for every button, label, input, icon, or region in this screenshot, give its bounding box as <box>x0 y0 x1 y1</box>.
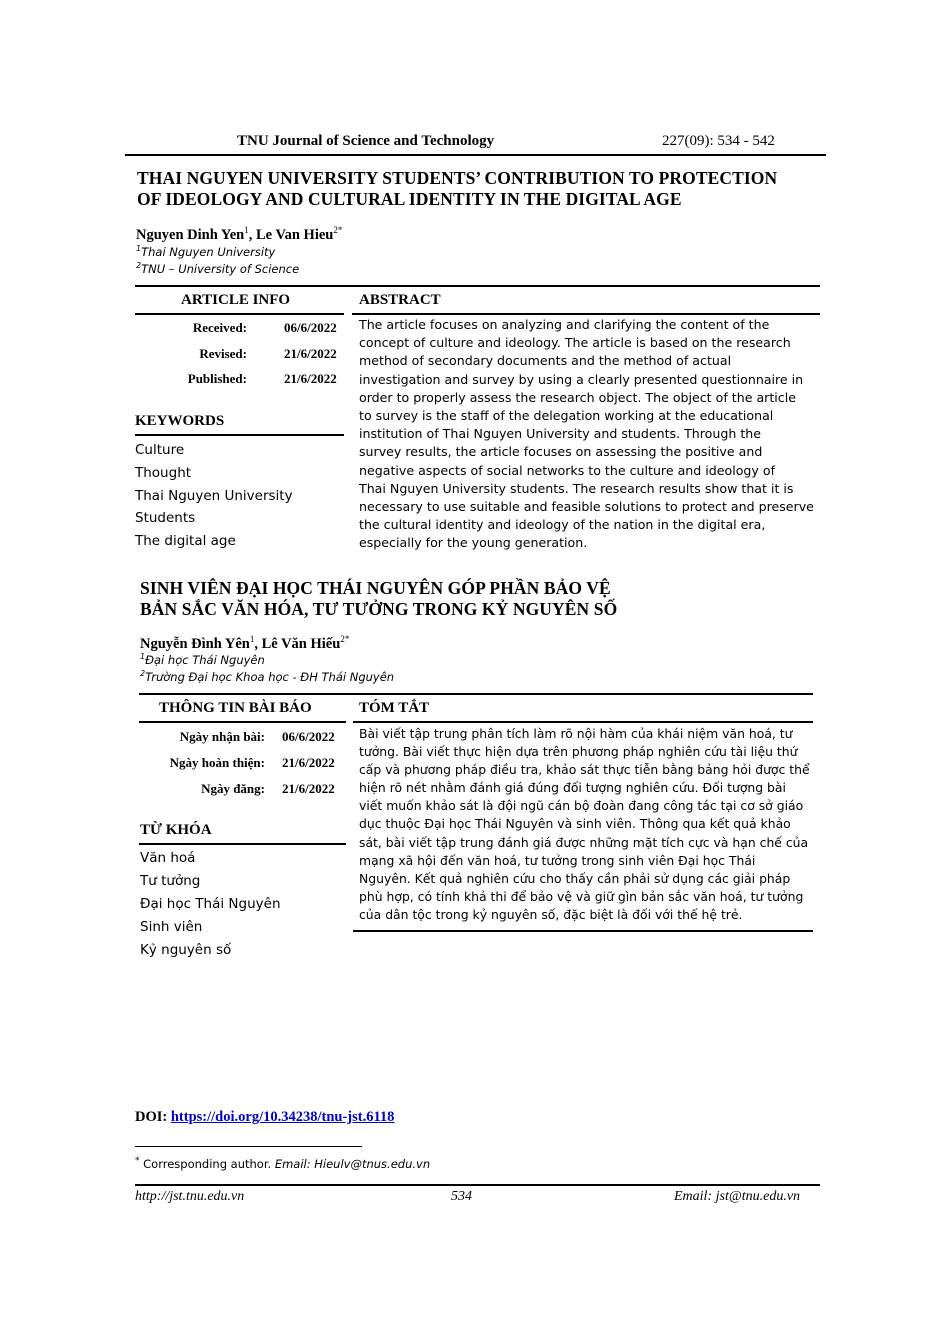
footer-rule <box>135 1184 820 1186</box>
doi-link[interactable]: https://doi.org/10.34238/tnu-jst.6118 <box>170 1109 395 1125</box>
abstract-bottom-rule <box>353 930 813 932</box>
aff-text: Trường Đại học Khoa học - ĐH Thái Nguyên <box>145 669 395 684</box>
abstract-heading: ABSTRACT <box>359 292 441 308</box>
abstract-rule <box>352 313 820 315</box>
aff-text: Đại học Thái Nguyên <box>145 652 265 667</box>
english-title-line-1: THAI NGUYEN UNIVERSITY STUDENTS’ CONTRIBUTION TO PROTECTION <box>137 168 778 188</box>
published-label: Published: <box>187 371 247 386</box>
published-date: 21/6/2022 <box>282 781 335 796</box>
author-name: Nguyễn Đình Yên <box>140 635 250 652</box>
article-info-heading: THÔNG TIN BÀI BÁO <box>159 700 312 716</box>
abstract-rule <box>353 721 813 723</box>
abstract-line: investigation and survey by using a clearly presented questionnaire in <box>359 371 804 387</box>
footer-website: http://jst.tnu.edu.vn <box>135 1189 245 1204</box>
doi <box>135 1109 394 1126</box>
info-rule <box>139 721 346 723</box>
aff-sup: 1 <box>140 652 146 661</box>
footnote-email: Email: Hieulv@tnus.edu.vn <box>274 1156 431 1171</box>
keyword: Tư tưởng <box>140 873 201 889</box>
footnote-marker: * <box>135 1156 140 1166</box>
english-abstract <box>359 316 816 553</box>
vietnamese-affiliation-2 <box>140 669 394 684</box>
journal-issue: 227(09): 534 - 542 <box>662 133 775 149</box>
revised-date: 21/6/2022 <box>282 755 335 770</box>
abstract-line: sát, bài viết tập trung đánh giá được những mặt tích cực và hạn chế của <box>359 834 809 850</box>
author-separator: , <box>248 226 256 243</box>
keyword: Culture <box>135 442 185 458</box>
abstract-line: Bài viết tập trung phân tích làm rõ nội hàm của khái niệm văn hoá, tư <box>359 726 793 741</box>
abstract-line: concept of culture and ideology. The article is based on the research <box>359 335 791 351</box>
keyword: Students <box>135 510 196 526</box>
received-label: Received: <box>192 320 247 335</box>
aff-sup: 2 <box>136 261 142 270</box>
abstract-line: cấp và phương pháp điều tra, khảo sát thực tiễn bằng bảng hỏi được thể <box>359 762 810 778</box>
vietnamese-title-line-1: SINH VIÊN ĐẠI HỌC THÁI NGUYÊN GÓP PHẦN BẢO VỆ <box>140 578 611 598</box>
footnote-rule <box>135 1146 362 1147</box>
received-date: 06/6/2022 <box>282 729 335 744</box>
vietnamese-abstract <box>359 725 811 924</box>
abstract-line: the cultural identity and ideology of the nation in the digital era, <box>359 517 766 533</box>
abstract-line: Thai Nguyen University students. The research results show that it is <box>359 480 794 496</box>
author-sup: 2* <box>340 634 350 644</box>
section-top-rule <box>135 285 820 287</box>
footnote-text: Corresponding author. <box>139 1156 275 1171</box>
author-sup: 1 <box>249 634 255 644</box>
vietnamese-title <box>140 578 840 620</box>
author-separator: , <box>254 635 262 652</box>
abstract-line: order to properly assess the research object. The object of the article <box>359 389 796 405</box>
abstract-line: survey results, the article focuses on assessing the positive and <box>359 444 763 460</box>
keywords-heading: KEYWORDS <box>135 413 225 429</box>
abstract-line: viết muốn khảo sát là đội ngũ cán bộ đoàn đang công tác tại cơ sở giáo <box>359 798 804 814</box>
aff-sup: 2 <box>140 669 146 678</box>
info-rule <box>135 313 344 315</box>
abstract-line: The article focuses on analyzing and clarifying the content of the <box>359 317 770 332</box>
english-title-line-2: OF IDEOLOGY AND CULTURAL IDENTITY IN THE DIGITAL AGE <box>137 189 682 209</box>
footer-email: Email: jst@tnu.edu.vn <box>674 1189 801 1204</box>
abstract-line: của dân tộc trong kỷ nguyên số, đặc biệt là đối với thế hệ trẻ. <box>359 906 743 922</box>
keyword: The digital age <box>135 533 236 549</box>
aff-sup: 1 <box>136 244 142 253</box>
keyword: Sinh viên <box>140 919 203 935</box>
abstract-line: hiện rõ nét nhằm đánh giá đúng đối tượng nghiên cứu. Đối tượng bài <box>359 780 786 796</box>
aff-text: Thai Nguyen University <box>141 244 276 259</box>
abstract-line: necessary to use suitable and feasible solutions to protect and preserve <box>359 499 814 515</box>
vietnamese-authors <box>140 634 349 653</box>
english-title <box>137 168 837 210</box>
author-sup: 2* <box>333 225 343 235</box>
abstract-line: to survey is the staff of the delegation working at the educational <box>359 408 774 424</box>
vietnamese-affiliation-1 <box>140 652 265 667</box>
abstract-heading: TÓM TẮT <box>359 700 430 716</box>
keywords-rule <box>135 434 344 436</box>
author-name: Lê Văn Hiếu <box>261 635 341 652</box>
abstract-line: dục thuộc Đại học Thái Nguyên và sinh viên. Thông qua kết quả khảo <box>359 816 791 832</box>
abstract-line: especially for the young generation. <box>359 535 588 551</box>
english-affiliation-2 <box>136 261 299 276</box>
vietnamese-title-line-2: BẢN SẮC VĂN HÓA, TƯ TƯỞNG TRONG KỶ NGUYÊN SỐ <box>140 599 618 619</box>
author-sup: 1 <box>244 225 249 235</box>
abstract-line: mạng xã hội đến văn hoá, tư tưởng trong sinh viên Đại học Thái <box>359 852 756 868</box>
article-info-heading: ARTICLE INFO <box>181 292 291 308</box>
abstract-line: tưởng. Bài viết thực hiện dựa trên phương pháp nghiên cứu tài liệu thứ <box>359 744 798 760</box>
received-label: Ngày nhận bài: <box>179 729 265 744</box>
header-rule <box>125 154 826 156</box>
keyword: Thai Nguyen University <box>135 488 293 504</box>
doi-label: DOI: <box>135 1109 171 1125</box>
abstract-line: institution of Thai Nguyen University and students. Through the <box>359 426 761 442</box>
revised-label: Ngày hoàn thiện: <box>169 755 265 770</box>
author-name: Le Van Hieu <box>256 226 334 243</box>
english-affiliation-1 <box>136 244 275 259</box>
english-authors <box>136 225 342 244</box>
published-date: 21/6/2022 <box>284 371 337 386</box>
abstract-line: Nguyên. Kết quả nghiên cứu cho thấy cần phải sử dụng các giải pháp <box>359 870 791 886</box>
keywords-heading: TỪ KHÓA <box>140 822 212 838</box>
section-top-rule <box>139 693 813 695</box>
received-date: 06/6/2022 <box>284 320 337 335</box>
abstract-line: negative aspects of social networks to the culture and ideology of <box>359 462 776 478</box>
published-label: Ngày đăng: <box>201 781 265 796</box>
abstract-line: method of secondary documents and the method of actual <box>359 353 732 369</box>
revised-label: Revised: <box>199 346 247 361</box>
revised-date: 21/6/2022 <box>284 346 337 361</box>
keyword: Kỷ nguyên số <box>140 942 232 958</box>
keyword: Thought <box>135 465 192 481</box>
journal-name: TNU Journal of Science and Technology <box>237 133 495 149</box>
keyword: Văn hoá <box>140 850 196 866</box>
footnote <box>135 1156 430 1171</box>
author-name: Nguyen Dinh Yen <box>136 226 245 243</box>
abstract-line: phù hợp, có tính khả thi để bảo vệ và giữ gìn bản sắc văn hoá, tư tưởng <box>359 888 804 904</box>
aff-text: TNU – University of Science <box>141 261 300 276</box>
keyword: Đại học Thái Nguyên <box>140 896 281 912</box>
keywords-rule <box>139 843 346 845</box>
footer-page-number: 534 <box>451 1189 472 1204</box>
